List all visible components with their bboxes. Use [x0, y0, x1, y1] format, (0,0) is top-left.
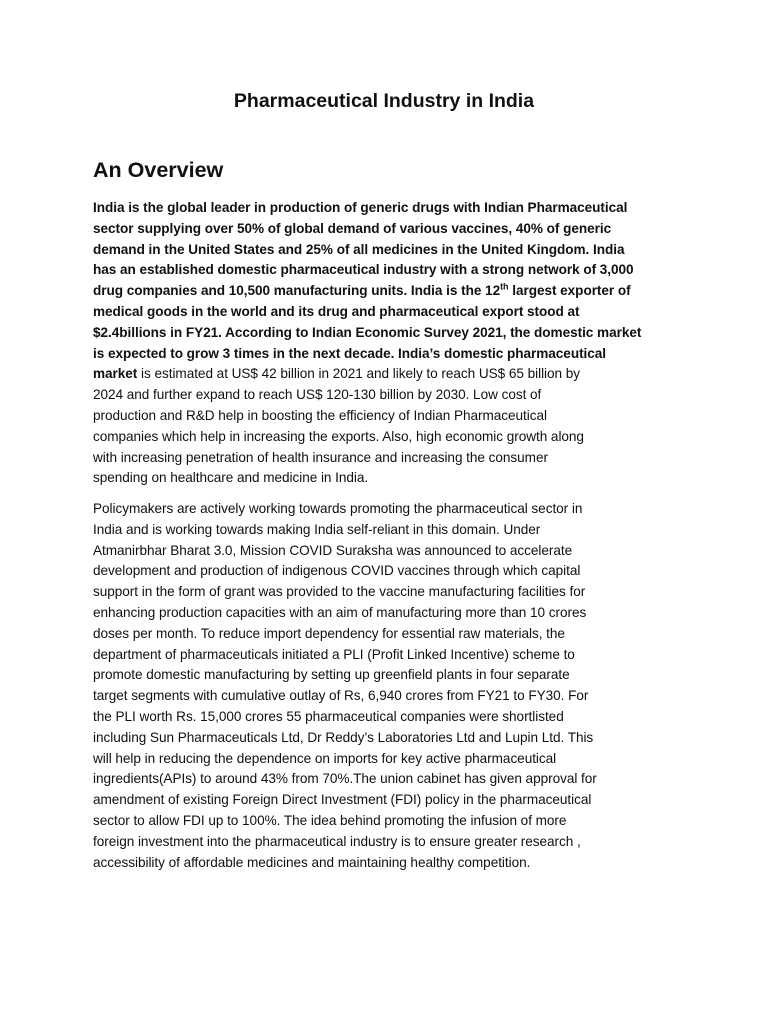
document-title: Pharmaceutical Industry in India: [233, 90, 535, 112]
ordinal-superscript: th: [500, 281, 509, 292]
overview-paragraph-bold-text-continued: largest exporter of medical goods in the world and its drug and pharmaceutical export stood at $2.4billions in FY21. According to Indian Economic Survey 2021, the domestic market is expected to grow 3 times in the next decade. India’s domestic pharmaceutical market: [93, 283, 642, 382]
policy-paragraph: Policymakers are actively working towards promoting the pharmaceutical sector in India and is working towards making India self-reliant in this domain. Under Atmanirbhar Bharat 3.0, Mission COVID Suraksha was announced to accelerate development and production of indigenous COVID vaccines through which capital support in the form of grant was provided to the vaccine manufacturing facilities for enhancing production capacities with an aim of manufacturing more than 10 crores doses per month. To reduce import dependency for essential raw materials, the department of pharmaceuticals initiated a PLI (Profit Linked Incentive) scheme to promote domestic manufacturing by setting up greenfield plants in four separate target segments with cumulative outlay of Rs, 6,940 crores from FY21 to FY30. For the PLI worth Rs. 15,000 crores 55 pharmaceutical companies were shortlisted including Sun Pharmaceuticals Ltd, Dr Reddy’s Laboratories Ltd and Lupin Ltd. This will help in reducing the dependence on imports for key active pharmaceutical ingredients(APIs) to around 43% from 70%.The union cabinet has given approval for amendment of existing Foreign Direct Investment (FDI) policy in the pharmaceutical sector to allow FDI up to 100%. The idea behind promoting the infusion of more foreign investment into the pharmaceutical industry is to ensure greater research , accessibility of affordable medicines and maintaining healthy competition.: [93, 501, 597, 870]
overview-paragraph: [93, 198, 683, 489]
overview-paragraph-regular-text: is estimated at US$ 42 billion in 2021 and likely to reach US$ 65 billion by 2024 and further expand to reach US$ 120-130 billion by 2030. Low cost of production and R&D help in boosting the efficiency of Indian Pharmaceutical companies which help in increasing the exports. Also, high economic growth along with increasing penetration of health insurance and increasing the consumer spending on healthcare and medicine in India.: [93, 366, 584, 486]
section-heading: An Overview: [93, 158, 224, 182]
overview-paragraph-bold-text: India is the global leader in production of generic drugs with Indian Pharmaceutical sector supplying over 50% of global demand of various vaccines, 40% of generic demand in the United States and 25% of all medicines in the United Kingdom. India has an established domestic pharmaceutical industry with a strong network of 3,000 drug companies and 10,500 manufacturing units. India is the 12: [93, 200, 634, 299]
